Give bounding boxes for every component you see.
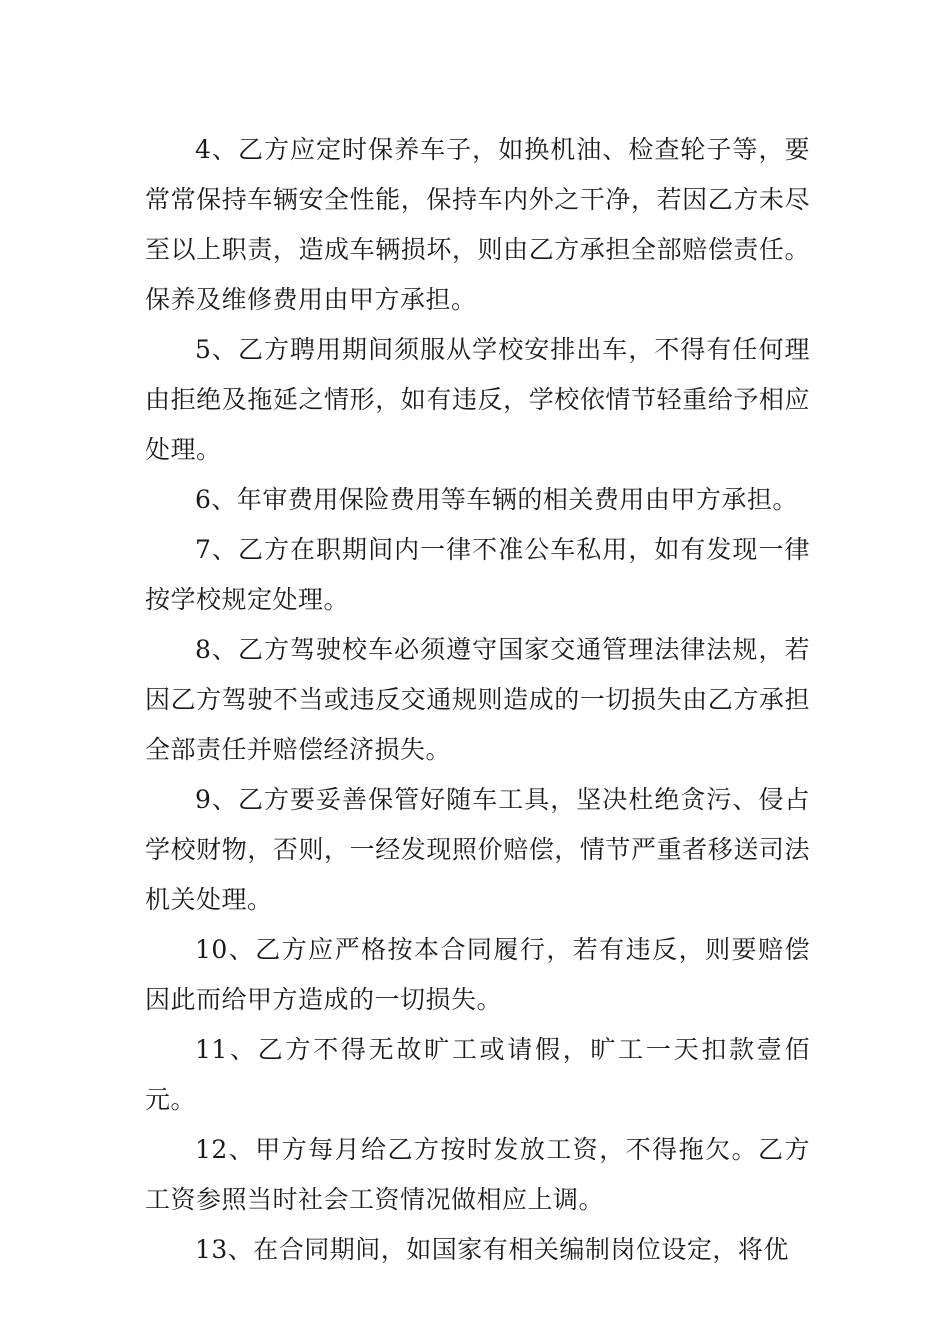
clause-10: 10、乙方应严格按本合同履行，若有违反，则要赔偿因此而给甲方造成的一切损失。 [145,935,810,1014]
clause-7: 7、乙方在职期间内一律不准公车私用，如有发现一律按学校规定处理。 [145,535,810,614]
clause-5: 5、乙方聘用期间须服从学校安排出车，不得有任何理由拒绝及拖延之情形，如有违反，学校依情节轻重给予相应处理。 [145,335,810,464]
clause-13: 13、在合同期间，如国家有相关编制岗位设定，将优 [195,1235,789,1264]
clause-12: 12、甲方每月给乙方按时发放工资，不得拖欠。乙方工资参照当时社会工资情况做相应上调。 [145,1135,810,1214]
clause-9: 9、乙方要妥善保管好随车工具，坚决杜绝贪污、侵占学校财物，否则，一经发现照价赔偿，情节严重者移送司法机关处理。 [145,785,810,914]
clause-6: 6、年审费用保险费用等车辆的相关费用由甲方承担。 [195,485,798,514]
clause-4: 4、乙方应定时保养车子，如换机油、检查轮子等，要常常保持车辆安全性能，保持车内外之干净，若因乙方未尽至以上职责，造成车辆损坏，则由乙方承担全部赔偿责任。保养及维修费用由甲方承担。 [145,135,810,314]
clause-11: 11、乙方不得无故旷工或请假，旷工一天扣款壹佰元。 [145,1035,810,1114]
document-body [145,125,810,1275]
clause-8: 8、乙方驾驶校车必须遵守国家交通管理法律法规，若因乙方驾驶不当或违反交通规则造成的一切损失由乙方承担全部责任并赔偿经济损失。 [145,635,810,764]
